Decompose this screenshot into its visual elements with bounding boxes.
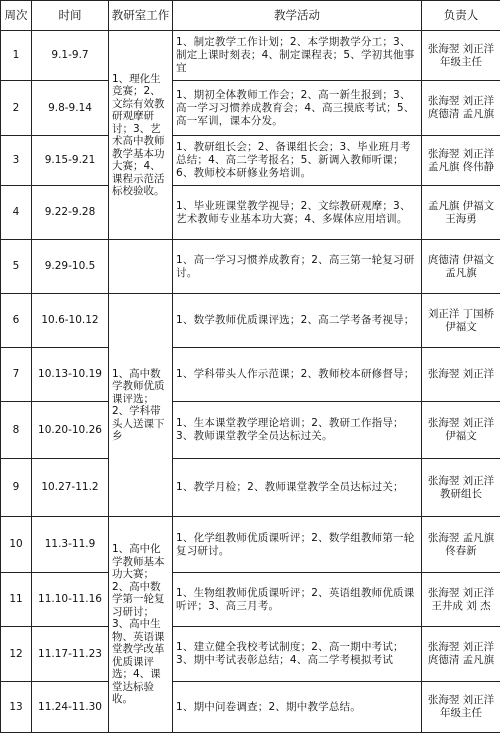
table-row	[1, 31, 500, 81]
table-row	[1, 627, 500, 682]
week-cell: 4	[1, 186, 32, 240]
responsible-cell: 孟凡旗 伊福文 王海勇	[422, 186, 500, 240]
responsible-cell: 张海翌 刘正洋 年级主任	[422, 682, 500, 733]
office-work-cell: 1、高中数学教师优质课评选；2、学科带头人送课下乡	[109, 294, 173, 517]
activity-cell: 1、期初全体教师工作会；2、高一新生报到；3、高一学习习惯养成教育会；4、高三摸底考试；5、高一军训，课本分发。	[173, 81, 422, 136]
week-cell: 8	[1, 402, 32, 459]
time-cell: 9.1-9.7	[32, 31, 109, 81]
responsible-cell: 刘正洋 丁国桥 伊福文	[422, 294, 500, 348]
week-cell: 13	[1, 682, 32, 733]
week-cell: 2	[1, 81, 32, 136]
time-cell: 10.13-10.19	[32, 348, 109, 402]
time-cell: 9.8-9.14	[32, 81, 109, 136]
responsible-cell: 张海翌 刘正洋 伊福文	[422, 402, 500, 459]
week-cell: 7	[1, 348, 32, 402]
header-time: 时间	[32, 1, 109, 31]
time-cell: 10.6-10.12	[32, 294, 109, 348]
time-cell: 10.27-11.2	[32, 459, 109, 517]
week-cell: 12	[1, 627, 32, 682]
time-cell: 9.22-9.28	[32, 186, 109, 240]
time-cell: 11.24-11.30	[32, 682, 109, 733]
time-cell: 11.10-11.16	[32, 573, 109, 627]
activity-cell: 1、学科带头人作示范课；2、教师校本研修督导；	[173, 348, 422, 402]
responsible-cell: 张海翌 刘正洋 年级主任	[422, 31, 500, 81]
table-row	[1, 459, 500, 517]
activity-cell: 1、化学组教师优质课听评；2、数学组教师第一轮复习研讨。	[173, 517, 422, 573]
header-week: 周次	[1, 1, 32, 31]
week-cell: 5	[1, 240, 32, 294]
activity-cell: 1、数学教师优质课评选；2、高二学考备考视导；	[173, 294, 422, 348]
week-cell: 3	[1, 136, 32, 186]
office-work-cell: 1、理化生竞赛；2、文综有效教研观摩研讨；3、艺术高中教师教学基本功大赛；4、课程示范活标校验收。	[109, 31, 173, 240]
responsible-cell: 张海翌 刘正洋 庹德清 孟凡旗	[422, 81, 500, 136]
table-row	[1, 294, 500, 348]
week-cell: 6	[1, 294, 32, 348]
table-row	[1, 348, 500, 402]
table-row	[1, 81, 500, 136]
time-cell: 10.20-10.26	[32, 402, 109, 459]
office-work-cell: 1、高中化学教师基本功大赛；2、高中数学第一轮复习研讨；3、高中生物、英语课堂教学改革优质课评选；4、课堂达标验收。	[109, 517, 173, 733]
activity-cell: 1、高一学习习惯养成教育；2、高三第一轮复习研讨。	[173, 240, 422, 294]
table-row	[1, 402, 500, 459]
responsible-cell: 庹德清 伊福文 孟凡旗	[422, 240, 500, 294]
week-cell: 1	[1, 31, 32, 81]
responsible-cell: 张海翌 刘正洋 庹德清 孟凡旗	[422, 627, 500, 682]
activity-cell: 1、制定教学工作计划；2、本学期教学分工；3、制定上课时刻表；4、制定课程表；5、学初其他事宜	[173, 31, 422, 81]
header-row	[1, 1, 500, 31]
time-cell: 9.29-10.5	[32, 240, 109, 294]
time-cell: 11.3-11.9	[32, 517, 109, 573]
table-row	[1, 136, 500, 186]
responsible-cell: 张海翌 刘正洋 教研组长	[422, 459, 500, 517]
responsible-cell: 张海翌 刘正洋 孟凡旗 佟伟静	[422, 136, 500, 186]
activity-cell: 1、生物组教师优质课听评；2、英语组教师优质课听评；3、高三月考。	[173, 573, 422, 627]
header-activity: 教学活动	[173, 1, 422, 31]
week-cell: 10	[1, 517, 32, 573]
table-row	[1, 573, 500, 627]
table-row	[1, 682, 500, 733]
table-row	[1, 240, 500, 294]
header-office-work: 教研室工作	[109, 1, 173, 31]
responsible-cell: 张海翌 刘正洋	[422, 348, 500, 402]
header-responsible: 负责人	[422, 1, 500, 31]
table-row	[1, 517, 500, 573]
activity-cell: 1、建立健全我校考试制度；2、高一期中考试；3、期中考试表彰总结；4、高二学考模拟考试	[173, 627, 422, 682]
week-cell: 9	[1, 459, 32, 517]
time-cell: 9.15-9.21	[32, 136, 109, 186]
activity-cell: 1、生本课堂教学理论培训；2、教研工作指导；3、教师课堂教学全员达标过关。	[173, 402, 422, 459]
office-work-cell-empty	[109, 240, 173, 294]
week-cell: 11	[1, 573, 32, 627]
activity-cell: 1、毕业班课堂教学视导；2、文综教研观摩；3、艺术教师专业基本功大赛；4、多媒体应用培训。	[173, 186, 422, 240]
activity-cell: 1、期中问卷调查；2、期中教学总结。	[173, 682, 422, 733]
responsible-cell: 张海翌 孟凡旗 佟春新	[422, 517, 500, 573]
responsible-cell: 张海翌 刘正洋 王井成 刘 杰	[422, 573, 500, 627]
table-row	[1, 186, 500, 240]
time-cell: 11.17-11.23	[32, 627, 109, 682]
activity-cell: 1、教学月检；2、教师课堂教学全员达标过关；	[173, 459, 422, 517]
activity-cell: 1、教研组长会；2、备课组长会；3、毕业班月考总结；4、高二学考报名；5、新调入教师听课；6、教师校本研修业务培训。	[173, 136, 422, 186]
